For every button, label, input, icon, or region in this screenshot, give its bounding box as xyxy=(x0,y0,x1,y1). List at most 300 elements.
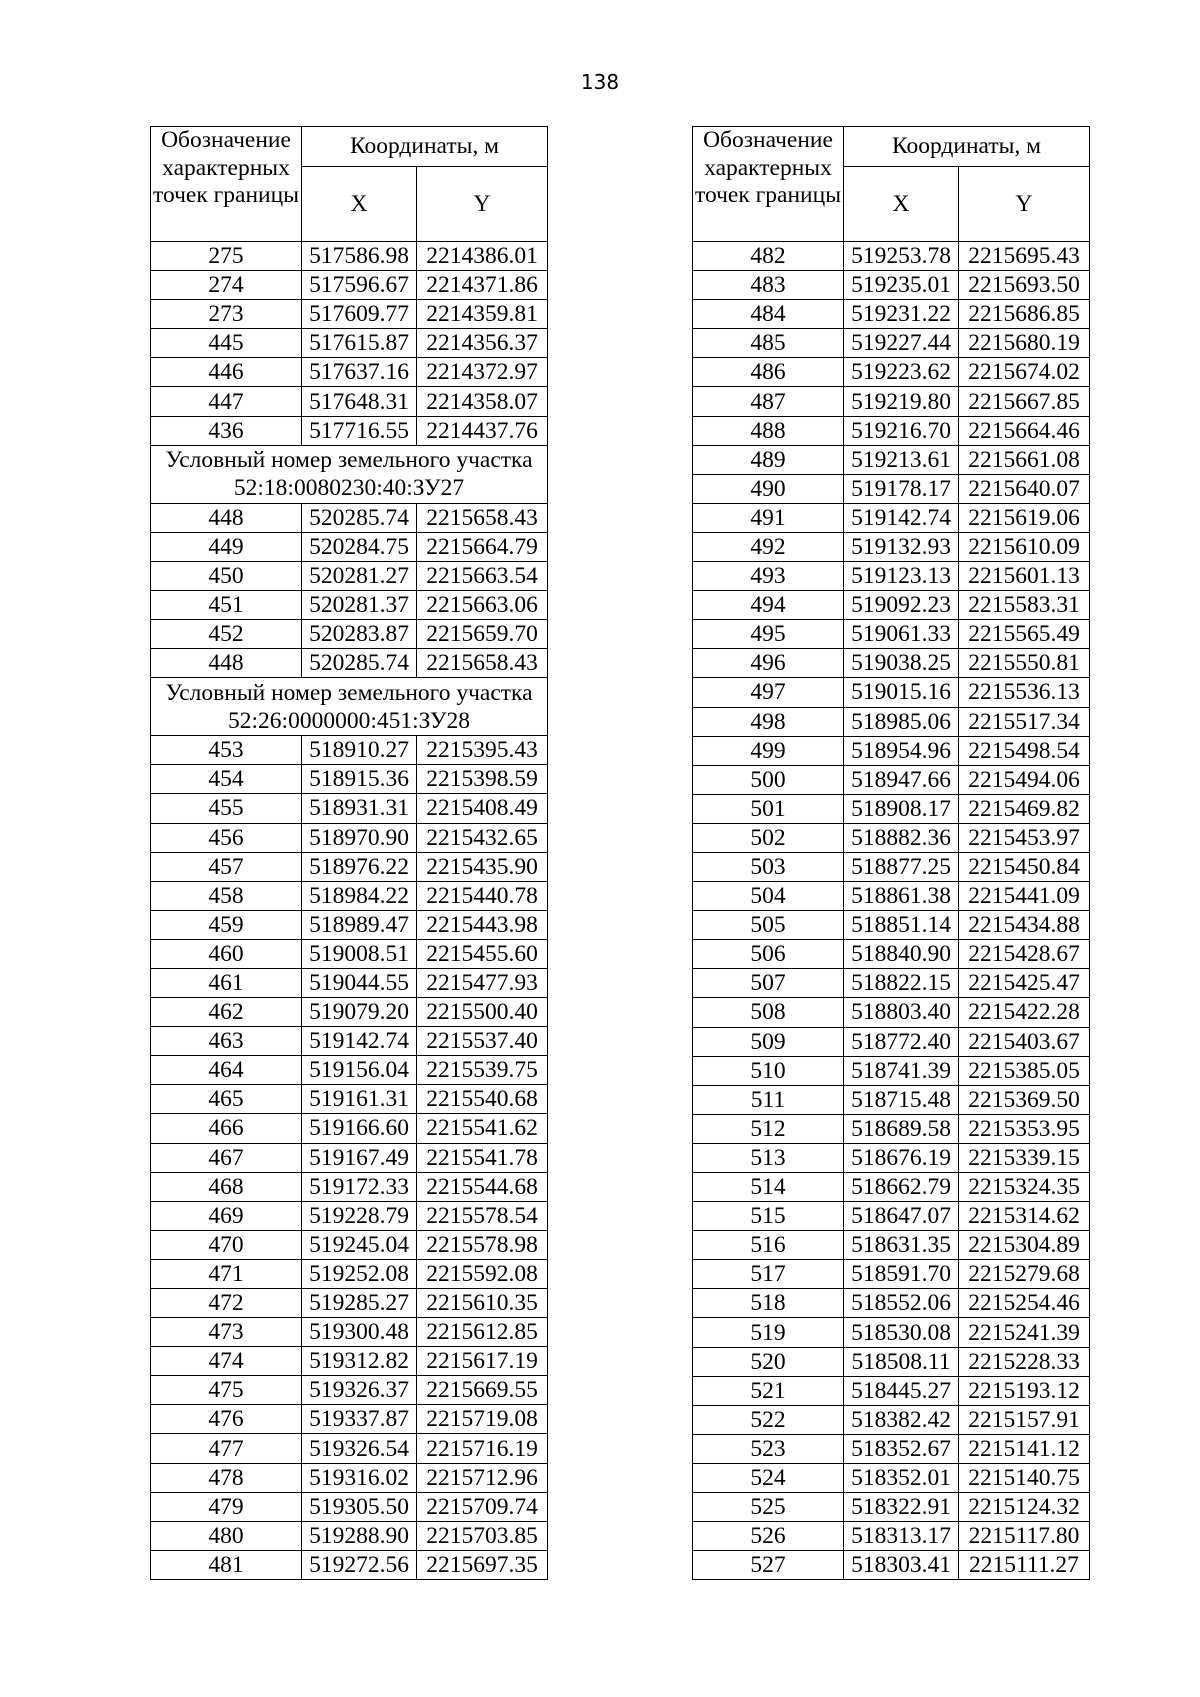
y-coordinate-cell: 2215395.43 xyxy=(417,736,548,765)
table-row xyxy=(151,532,548,561)
x-header: X xyxy=(302,167,417,242)
x-coordinate-cell: 519235.01 xyxy=(844,271,959,300)
table-row xyxy=(151,1376,548,1405)
y-coordinate-cell: 2214371.86 xyxy=(417,271,548,300)
y-coordinate-cell: 2215157.91 xyxy=(959,1405,1090,1434)
point-number-cell: 476 xyxy=(151,1405,302,1434)
table-row xyxy=(693,1202,1090,1231)
y-coordinate-cell: 2214372.97 xyxy=(417,358,548,387)
x-coordinate-cell: 518931.31 xyxy=(302,794,417,823)
x-coordinate-cell: 519167.49 xyxy=(302,1143,417,1172)
table-row xyxy=(151,503,548,532)
table-row xyxy=(693,620,1090,649)
y-coordinate-cell: 2215117.80 xyxy=(959,1522,1090,1551)
y-coordinate-cell: 2215601.13 xyxy=(959,562,1090,591)
x-coordinate-cell: 519166.60 xyxy=(302,1114,417,1143)
table-row xyxy=(693,300,1090,329)
point-number-cell: 507 xyxy=(693,969,844,998)
y-coordinate-cell: 2215434.88 xyxy=(959,911,1090,940)
table-row xyxy=(693,882,1090,911)
x-coordinate-cell: 518910.27 xyxy=(302,736,417,765)
point-number-cell: 520 xyxy=(693,1347,844,1376)
x-coordinate-cell: 518352.67 xyxy=(844,1434,959,1463)
y-coordinate-cell: 2215617.19 xyxy=(417,1347,548,1376)
table-row xyxy=(693,474,1090,503)
x-coordinate-cell: 519288.90 xyxy=(302,1521,417,1550)
y-coordinate-cell: 2214356.37 xyxy=(417,329,548,358)
point-number-cell: 481 xyxy=(151,1550,302,1579)
y-header: Y xyxy=(959,167,1090,242)
x-coordinate-cell: 518552.06 xyxy=(844,1289,959,1318)
table-row xyxy=(151,1550,548,1579)
x-coordinate-cell: 518970.90 xyxy=(302,823,417,852)
y-coordinate-cell: 2214386.01 xyxy=(417,242,548,271)
y-coordinate-cell: 2215674.02 xyxy=(959,358,1090,387)
x-coordinate-cell: 518954.96 xyxy=(844,736,959,765)
point-number-cell: 511 xyxy=(693,1085,844,1114)
x-coordinate-cell: 519245.04 xyxy=(302,1230,417,1259)
y-coordinate-cell: 2215578.98 xyxy=(417,1230,548,1259)
coordinates-header: Координаты, м xyxy=(844,127,1090,167)
y-coordinate-cell: 2215550.81 xyxy=(959,649,1090,678)
x-coordinate-cell: 518676.19 xyxy=(844,1143,959,1172)
table-row xyxy=(693,1522,1090,1551)
point-number-cell: 502 xyxy=(693,823,844,852)
y-coordinate-cell: 2215432.65 xyxy=(417,823,548,852)
x-coordinate-cell: 519092.23 xyxy=(844,591,959,620)
x-coordinate-cell: 518840.90 xyxy=(844,940,959,969)
table-row xyxy=(693,940,1090,969)
x-coordinate-cell: 519337.87 xyxy=(302,1405,417,1434)
table-row xyxy=(693,1085,1090,1114)
table-row xyxy=(151,1259,548,1288)
point-number-cell: 275 xyxy=(151,242,302,271)
table-row xyxy=(693,794,1090,823)
point-number-cell: 470 xyxy=(151,1230,302,1259)
x-coordinate-cell: 519219.80 xyxy=(844,387,959,416)
point-number-cell: 466 xyxy=(151,1114,302,1143)
point-number-cell: 475 xyxy=(151,1376,302,1405)
x-coordinate-cell: 520283.87 xyxy=(302,620,417,649)
table-row xyxy=(693,1173,1090,1202)
x-coordinate-cell: 518322.91 xyxy=(844,1493,959,1522)
table-row xyxy=(151,968,548,997)
point-number-cell: 485 xyxy=(693,329,844,358)
y-coordinate-cell: 2215453.97 xyxy=(959,823,1090,852)
table-row xyxy=(151,1230,548,1259)
table-row xyxy=(151,1521,548,1550)
x-coordinate-cell: 517615.87 xyxy=(302,329,417,358)
table-row xyxy=(693,416,1090,445)
x-coordinate-cell: 519142.74 xyxy=(302,1027,417,1056)
point-number-cell: 479 xyxy=(151,1492,302,1521)
y-coordinate-cell: 2215712.96 xyxy=(417,1463,548,1492)
table-row xyxy=(151,1114,548,1143)
y-coordinate-cell: 2215141.12 xyxy=(959,1434,1090,1463)
table-row xyxy=(151,329,548,358)
y-coordinate-cell: 2215353.95 xyxy=(959,1114,1090,1143)
table-row xyxy=(151,1027,548,1056)
y-coordinate-cell: 2215539.75 xyxy=(417,1056,548,1085)
x-coordinate-cell: 518772.40 xyxy=(844,1027,959,1056)
point-number-cell: 505 xyxy=(693,911,844,940)
x-coordinate-cell: 519132.93 xyxy=(844,532,959,561)
table-row xyxy=(693,1376,1090,1405)
x-coordinate-cell: 518984.22 xyxy=(302,881,417,910)
x-coordinate-cell: 519285.27 xyxy=(302,1289,417,1318)
x-coordinate-cell: 518882.36 xyxy=(844,823,959,852)
table-row xyxy=(693,1143,1090,1172)
point-number-cell: 522 xyxy=(693,1405,844,1434)
point-number-cell: 445 xyxy=(151,329,302,358)
point-number-cell: 521 xyxy=(693,1376,844,1405)
y-coordinate-cell: 2215693.50 xyxy=(959,271,1090,300)
point-number-cell: 526 xyxy=(693,1522,844,1551)
table-row xyxy=(693,998,1090,1027)
x-coordinate-cell: 519015.16 xyxy=(844,678,959,707)
table-row xyxy=(693,562,1090,591)
y-coordinate-cell: 2215398.59 xyxy=(417,765,548,794)
point-number-cell: 273 xyxy=(151,300,302,329)
y-coordinate-cell: 2215537.40 xyxy=(417,1027,548,1056)
y-coordinate-cell: 2215455.60 xyxy=(417,939,548,968)
table-row xyxy=(693,1318,1090,1347)
y-coordinate-cell: 2215111.27 xyxy=(959,1551,1090,1580)
point-number-cell: 473 xyxy=(151,1318,302,1347)
x-coordinate-cell: 519227.44 xyxy=(844,329,959,358)
y-coordinate-cell: 2215443.98 xyxy=(417,910,548,939)
y-coordinate-cell: 2215469.82 xyxy=(959,794,1090,823)
x-coordinate-cell: 518530.08 xyxy=(844,1318,959,1347)
y-coordinate-cell: 2215498.54 xyxy=(959,736,1090,765)
point-number-cell: 458 xyxy=(151,881,302,910)
table-row xyxy=(151,300,548,329)
table-row xyxy=(693,823,1090,852)
x-coordinate-cell: 519008.51 xyxy=(302,939,417,968)
point-number-cell: 527 xyxy=(693,1551,844,1580)
point-number-cell: 498 xyxy=(693,707,844,736)
x-coordinate-cell: 518445.27 xyxy=(844,1376,959,1405)
point-number-cell: 457 xyxy=(151,852,302,881)
point-number-cell: 497 xyxy=(693,678,844,707)
table-row xyxy=(151,794,548,823)
point-number-cell: 448 xyxy=(151,503,302,532)
y-coordinate-cell: 2215663.54 xyxy=(417,561,548,590)
x-coordinate-cell: 519178.17 xyxy=(844,474,959,503)
table-row xyxy=(151,1463,548,1492)
point-number-cell: 454 xyxy=(151,765,302,794)
table-row xyxy=(693,503,1090,532)
point-number-cell: 448 xyxy=(151,649,302,678)
y-coordinate-cell: 2214437.76 xyxy=(417,416,548,445)
x-coordinate-cell: 518313.17 xyxy=(844,1522,959,1551)
table-row xyxy=(151,1492,548,1521)
point-number-cell: 523 xyxy=(693,1434,844,1463)
y-coordinate-cell: 2215435.90 xyxy=(417,852,548,881)
y-coordinate-cell: 2215500.40 xyxy=(417,998,548,1027)
point-number-cell: 477 xyxy=(151,1434,302,1463)
table-row xyxy=(693,1027,1090,1056)
table-row xyxy=(693,445,1090,474)
point-number-cell: 499 xyxy=(693,736,844,765)
point-number-cell: 508 xyxy=(693,998,844,1027)
x-coordinate-cell: 519300.48 xyxy=(302,1318,417,1347)
y-coordinate-cell: 2215450.84 xyxy=(959,852,1090,881)
x-coordinate-cell: 519213.61 xyxy=(844,445,959,474)
y-coordinate-cell: 2215517.34 xyxy=(959,707,1090,736)
point-number-cell: 447 xyxy=(151,387,302,416)
y-coordinate-cell: 2215658.43 xyxy=(417,503,548,532)
y-coordinate-cell: 2215540.68 xyxy=(417,1085,548,1114)
x-coordinate-cell: 520281.37 xyxy=(302,590,417,619)
table-row xyxy=(151,561,548,590)
y-coordinate-cell: 2215610.35 xyxy=(417,1289,548,1318)
y-coordinate-cell: 2215680.19 xyxy=(959,329,1090,358)
y-coordinate-cell: 2215425.47 xyxy=(959,969,1090,998)
point-number-cell: 274 xyxy=(151,271,302,300)
x-coordinate-cell: 518689.58 xyxy=(844,1114,959,1143)
point-number-cell: 459 xyxy=(151,910,302,939)
x-coordinate-cell: 517609.77 xyxy=(302,300,417,329)
y-coordinate-cell: 2215193.12 xyxy=(959,1376,1090,1405)
y-coordinate-cell: 2215544.68 xyxy=(417,1172,548,1201)
x-coordinate-cell: 518985.06 xyxy=(844,707,959,736)
table-row xyxy=(151,1172,548,1201)
table-row xyxy=(693,1231,1090,1260)
point-number-cell: 493 xyxy=(693,562,844,591)
table-row xyxy=(693,591,1090,620)
y-coordinate-cell: 2215661.08 xyxy=(959,445,1090,474)
point-number-cell: 524 xyxy=(693,1463,844,1492)
x-coordinate-cell: 519228.79 xyxy=(302,1201,417,1230)
table-row xyxy=(151,881,548,910)
point-number-cell: 474 xyxy=(151,1347,302,1376)
table-row xyxy=(151,590,548,619)
x-coordinate-cell: 518647.07 xyxy=(844,1202,959,1231)
x-coordinate-cell: 519223.62 xyxy=(844,358,959,387)
section-row xyxy=(151,445,548,503)
y-coordinate-cell: 2215719.08 xyxy=(417,1405,548,1434)
table-row xyxy=(151,1201,548,1230)
table-row xyxy=(151,823,548,852)
x-coordinate-cell: 520285.74 xyxy=(302,503,417,532)
y-coordinate-cell: 2215441.09 xyxy=(959,882,1090,911)
point-number-cell: 518 xyxy=(693,1289,844,1318)
point-label-header: Обозначение характерных точек границы xyxy=(151,127,302,242)
table-row xyxy=(693,387,1090,416)
table-row xyxy=(151,416,548,445)
y-coordinate-cell: 2215304.89 xyxy=(959,1231,1090,1260)
point-number-cell: 456 xyxy=(151,823,302,852)
table-row xyxy=(693,1493,1090,1522)
y-coordinate-cell: 2215324.35 xyxy=(959,1173,1090,1202)
y-coordinate-cell: 2215640.07 xyxy=(959,474,1090,503)
table-row xyxy=(151,1085,548,1114)
x-coordinate-cell: 519172.33 xyxy=(302,1172,417,1201)
table-row xyxy=(151,1434,548,1463)
y-coordinate-cell: 2215716.19 xyxy=(417,1434,548,1463)
point-number-cell: 455 xyxy=(151,794,302,823)
x-header: X xyxy=(844,167,959,242)
y-coordinate-cell: 2215541.78 xyxy=(417,1143,548,1172)
y-coordinate-cell: 2215583.31 xyxy=(959,591,1090,620)
x-coordinate-cell: 517596.67 xyxy=(302,271,417,300)
y-coordinate-cell: 2215385.05 xyxy=(959,1056,1090,1085)
section-row xyxy=(151,678,548,736)
y-coordinate-cell: 2215228.33 xyxy=(959,1347,1090,1376)
table-row xyxy=(693,1405,1090,1434)
table-row xyxy=(693,678,1090,707)
table-row xyxy=(693,911,1090,940)
point-number-cell: 487 xyxy=(693,387,844,416)
x-coordinate-cell: 519312.82 xyxy=(302,1347,417,1376)
table-row xyxy=(151,242,548,271)
x-coordinate-cell: 519044.55 xyxy=(302,968,417,997)
point-number-cell: 514 xyxy=(693,1173,844,1202)
y-coordinate-cell: 2215664.46 xyxy=(959,416,1090,445)
y-coordinate-cell: 2215477.93 xyxy=(417,968,548,997)
table-row xyxy=(693,1056,1090,1085)
x-coordinate-cell: 518947.66 xyxy=(844,765,959,794)
point-number-cell: 482 xyxy=(693,242,844,271)
table-row xyxy=(151,620,548,649)
y-coordinate-cell: 2215610.09 xyxy=(959,532,1090,561)
y-coordinate-cell: 2215408.49 xyxy=(417,794,548,823)
point-number-cell: 461 xyxy=(151,968,302,997)
table-row xyxy=(151,765,548,794)
section-title: Условный номер земельного участка 52:18:0080230:40:ЗУ27 xyxy=(151,445,548,503)
point-number-cell: 465 xyxy=(151,1085,302,1114)
point-number-cell: 462 xyxy=(151,998,302,1027)
y-coordinate-cell: 2214358.07 xyxy=(417,387,548,416)
x-coordinate-cell: 518803.40 xyxy=(844,998,959,1027)
point-number-cell: 446 xyxy=(151,358,302,387)
y-coordinate-cell: 2215254.46 xyxy=(959,1289,1090,1318)
x-coordinate-cell: 519305.50 xyxy=(302,1492,417,1521)
table-row xyxy=(151,998,548,1027)
table-row xyxy=(151,1143,548,1172)
x-coordinate-cell: 518822.15 xyxy=(844,969,959,998)
x-coordinate-cell: 519061.33 xyxy=(844,620,959,649)
table-row xyxy=(693,969,1090,998)
y-coordinate-cell: 2215578.54 xyxy=(417,1201,548,1230)
y-coordinate-cell: 2215612.85 xyxy=(417,1318,548,1347)
y-coordinate-cell: 2215663.06 xyxy=(417,590,548,619)
table-row xyxy=(693,852,1090,881)
x-coordinate-cell: 518352.01 xyxy=(844,1463,959,1492)
point-number-cell: 488 xyxy=(693,416,844,445)
table-row xyxy=(693,329,1090,358)
x-coordinate-cell: 518303.41 xyxy=(844,1551,959,1580)
x-coordinate-cell: 519316.02 xyxy=(302,1463,417,1492)
point-number-cell: 525 xyxy=(693,1493,844,1522)
x-coordinate-cell: 518989.47 xyxy=(302,910,417,939)
y-coordinate-cell: 2215565.49 xyxy=(959,620,1090,649)
point-number-cell: 492 xyxy=(693,532,844,561)
y-coordinate-cell: 2215658.43 xyxy=(417,649,548,678)
table-row xyxy=(693,1463,1090,1492)
y-coordinate-cell: 2215541.62 xyxy=(417,1114,548,1143)
table-row xyxy=(151,1056,548,1085)
x-coordinate-cell: 517648.31 xyxy=(302,387,417,416)
y-coordinate-cell: 2215664.79 xyxy=(417,532,548,561)
point-number-cell: 436 xyxy=(151,416,302,445)
y-coordinate-cell: 2215279.68 xyxy=(959,1260,1090,1289)
y-coordinate-cell: 2215124.32 xyxy=(959,1493,1090,1522)
table-row xyxy=(693,736,1090,765)
y-coordinate-cell: 2215422.28 xyxy=(959,998,1090,1027)
coordinates-header: Координаты, м xyxy=(302,127,548,167)
point-number-cell: 480 xyxy=(151,1521,302,1550)
point-number-cell: 512 xyxy=(693,1114,844,1143)
x-coordinate-cell: 518908.17 xyxy=(844,794,959,823)
y-coordinate-cell: 2214359.81 xyxy=(417,300,548,329)
point-number-cell: 450 xyxy=(151,561,302,590)
table-row xyxy=(693,271,1090,300)
point-label-header: Обозначение характерных точек границы xyxy=(693,127,844,242)
x-coordinate-cell: 518741.39 xyxy=(844,1056,959,1085)
y-coordinate-cell: 2215619.06 xyxy=(959,503,1090,532)
table-row xyxy=(151,358,548,387)
point-number-cell: 504 xyxy=(693,882,844,911)
point-number-cell: 510 xyxy=(693,1056,844,1085)
point-number-cell: 503 xyxy=(693,852,844,881)
table-row xyxy=(151,1405,548,1434)
x-coordinate-cell: 520281.27 xyxy=(302,561,417,590)
point-number-cell: 451 xyxy=(151,590,302,619)
point-number-cell: 519 xyxy=(693,1318,844,1347)
x-coordinate-cell: 518382.42 xyxy=(844,1405,959,1434)
y-coordinate-cell: 2215669.55 xyxy=(417,1376,548,1405)
x-coordinate-cell: 519231.22 xyxy=(844,300,959,329)
x-coordinate-cell: 518591.70 xyxy=(844,1260,959,1289)
x-coordinate-cell: 520284.75 xyxy=(302,532,417,561)
x-coordinate-cell: 518662.79 xyxy=(844,1173,959,1202)
y-coordinate-cell: 2215695.43 xyxy=(959,242,1090,271)
x-coordinate-cell: 518715.48 xyxy=(844,1085,959,1114)
table-row xyxy=(151,910,548,939)
x-coordinate-cell: 517586.98 xyxy=(302,242,417,271)
table-row xyxy=(693,765,1090,794)
table-row xyxy=(151,271,548,300)
y-coordinate-cell: 2215659.70 xyxy=(417,620,548,649)
point-number-cell: 486 xyxy=(693,358,844,387)
y-coordinate-cell: 2215697.35 xyxy=(417,1550,548,1579)
x-coordinate-cell: 519252.08 xyxy=(302,1259,417,1288)
page-number: 138 xyxy=(580,70,620,94)
y-coordinate-cell: 2215536.13 xyxy=(959,678,1090,707)
y-coordinate-cell: 2215686.85 xyxy=(959,300,1090,329)
y-coordinate-cell: 2215667.85 xyxy=(959,387,1090,416)
x-coordinate-cell: 519038.25 xyxy=(844,649,959,678)
table-row xyxy=(693,1289,1090,1318)
table-row xyxy=(693,358,1090,387)
point-number-cell: 517 xyxy=(693,1260,844,1289)
y-coordinate-cell: 2215241.39 xyxy=(959,1318,1090,1347)
table-row xyxy=(151,939,548,968)
point-number-cell: 490 xyxy=(693,474,844,503)
point-number-cell: 495 xyxy=(693,620,844,649)
table-row xyxy=(693,532,1090,561)
point-number-cell: 513 xyxy=(693,1143,844,1172)
point-number-cell: 468 xyxy=(151,1172,302,1201)
y-coordinate-cell: 2215314.62 xyxy=(959,1202,1090,1231)
point-number-cell: 483 xyxy=(693,271,844,300)
x-coordinate-cell: 519253.78 xyxy=(844,242,959,271)
y-coordinate-cell: 2215428.67 xyxy=(959,940,1090,969)
y-coordinate-cell: 2215339.15 xyxy=(959,1143,1090,1172)
coordinates-table-left xyxy=(150,126,548,1580)
